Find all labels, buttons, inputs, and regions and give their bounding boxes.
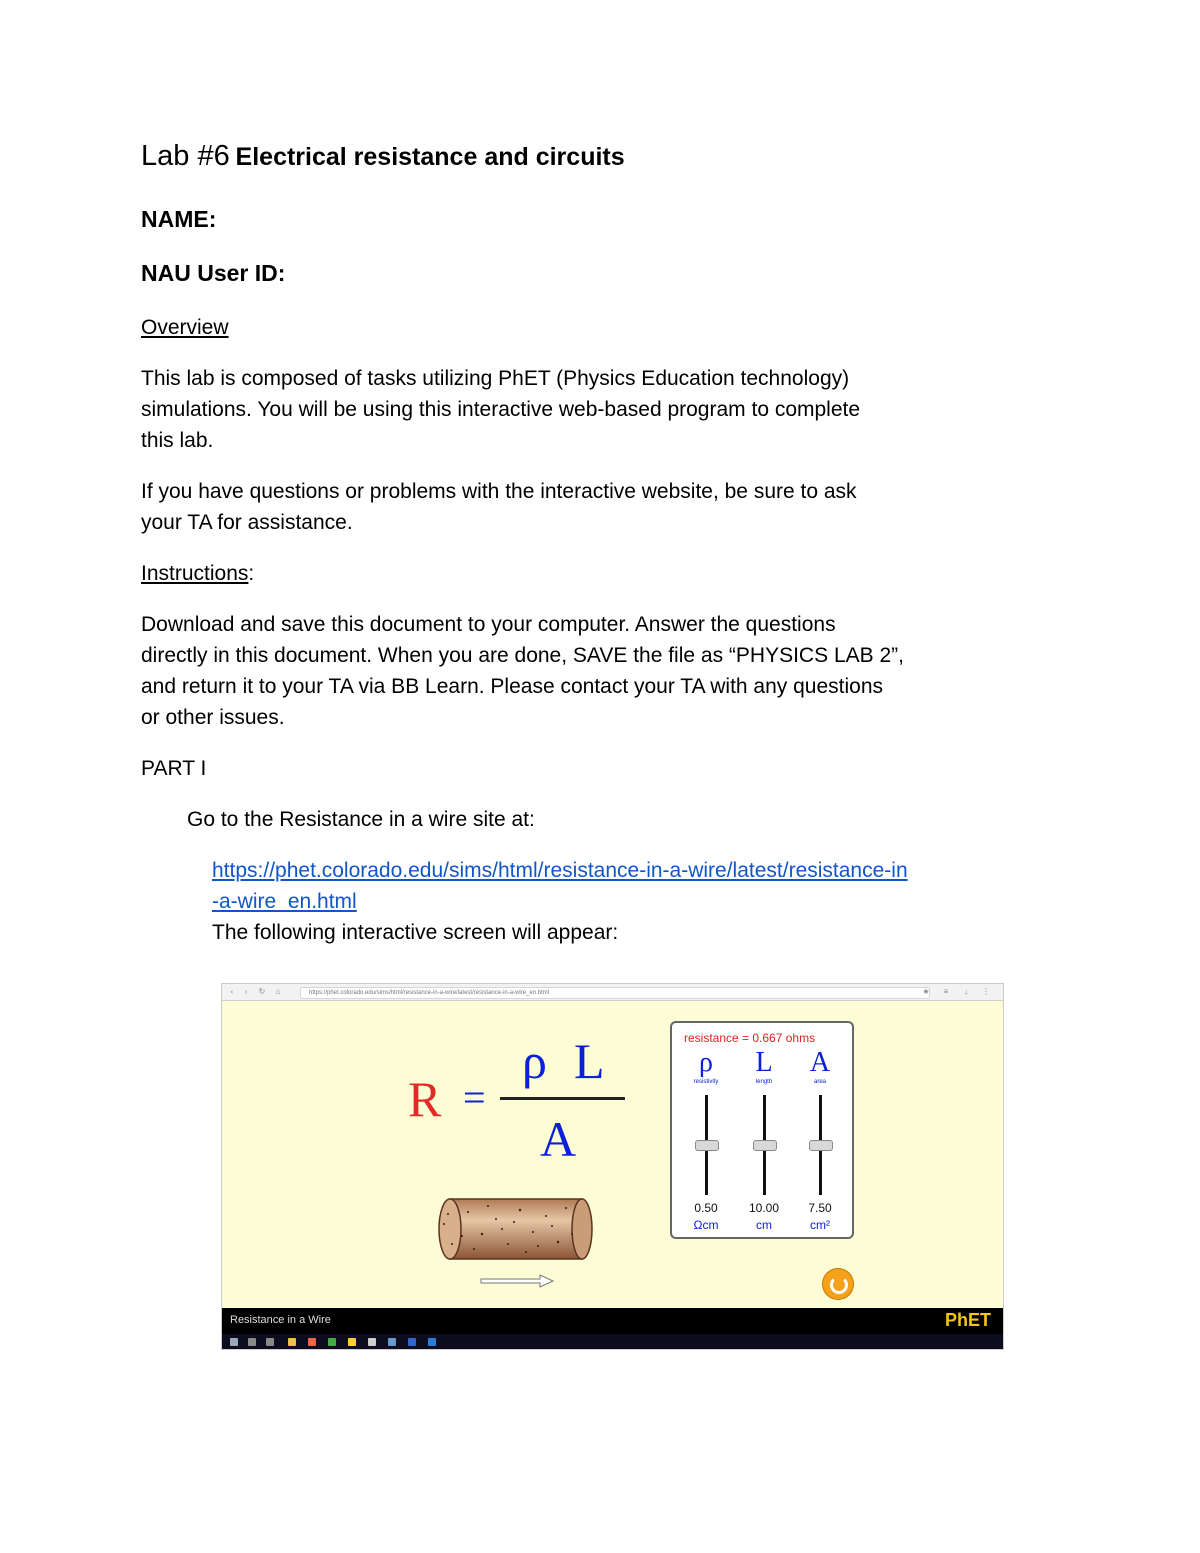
reload-icon: ↻ <box>258 987 266 996</box>
title-topic: Electrical resistance and circuits <box>235 143 625 171</box>
resistivity-unit: Ωcm <box>693 1218 719 1232</box>
resistivity-value: 0.50 <box>694 1201 718 1215</box>
overview-line-1: This lab is composed of tasks utilizing PhET (Physics Education technology) <box>141 367 850 390</box>
current-arrow-icon <box>480 1274 555 1288</box>
formula-fraction-bar <box>500 1097 625 1100</box>
area-unit: cm² <box>810 1218 830 1232</box>
simulation-screenshot <box>221 983 1004 1350</box>
area-label: area <box>813 1079 826 1085</box>
chrome-icon[interactable] <box>328 1338 336 1346</box>
forward-icon: › <box>244 987 248 996</box>
formula-rho: ρ <box>522 1033 547 1089</box>
questions-line-2: your TA for assistance. <box>141 511 353 534</box>
instructions-colon: : <box>248 562 255 585</box>
address-bar: https://phet.colorado.edu/sims/html/resistance-in-a-wire/latest/resistance-in-a-wire_en.html <box>300 987 930 999</box>
length-slider-thumb[interactable] <box>753 1140 777 1151</box>
instructions-line-4: or other issues. <box>141 706 285 729</box>
os-taskbar <box>222 1334 1003 1350</box>
length-symbol: L <box>755 1047 773 1078</box>
instructions-heading-text: Instructions <box>141 562 249 585</box>
folder-icon[interactable] <box>288 1338 296 1346</box>
browser-chrome <box>222 984 1003 1001</box>
phet-logo[interactable] <box>945 1310 991 1331</box>
resistivity-symbol: ρ <box>699 1047 713 1078</box>
reset-button[interactable] <box>823 1269 853 1299</box>
sim-title: Resistance in a Wire <box>230 1314 331 1326</box>
sim-navigation-bar <box>222 1308 1003 1334</box>
star-icon: ★ <box>922 987 930 996</box>
formula-equals: = <box>463 1075 486 1120</box>
area-value: 7.50 <box>808 1201 832 1215</box>
resistivity-slider-thumb[interactable] <box>695 1140 719 1151</box>
task-view-icon[interactable] <box>266 1338 274 1346</box>
phet-link-line-1[interactable]: https://phet.colorado.edu/sims/html/resistance-in-a-wire/latest/resistance-in <box>212 859 908 882</box>
phet-link-line-2[interactable]: -a-wire_en.html <box>212 890 357 913</box>
resistivity-label: resistivity <box>693 1079 719 1085</box>
instructions-line-1: Download and save this document to your computer. Answer the questions <box>141 613 836 636</box>
area-symbol: A <box>809 1047 831 1078</box>
firefox-icon[interactable] <box>308 1338 316 1346</box>
length-value: 10.00 <box>748 1201 780 1215</box>
user-id-label: NAU User ID: <box>141 260 286 286</box>
download-icon: ↓ <box>964 987 968 996</box>
app-icon-3[interactable] <box>388 1338 396 1346</box>
phet-brand-text: PhET <box>944 1310 991 1330</box>
menu-icon: ≡ <box>943 987 949 996</box>
formula-r: R <box>408 1071 442 1127</box>
appear-text: The following interactive screen will appear: <box>212 921 619 944</box>
formula-l: L <box>574 1033 605 1089</box>
goto-text: Go to the Resistance in a wire site at: <box>187 808 535 831</box>
resistance-readout: resistance = 0.667 ohms <box>684 1031 816 1045</box>
length-label: length <box>755 1079 773 1085</box>
formula-a: A <box>540 1111 577 1167</box>
document-title <box>141 141 625 174</box>
overview-line-3: this lab. <box>141 429 214 452</box>
search-icon[interactable] <box>248 1338 256 1346</box>
wire-icon <box>438 1194 593 1264</box>
title-lab-number: Lab #6 <box>141 140 230 172</box>
instructions-heading <box>141 558 254 589</box>
app-icon-2[interactable] <box>368 1338 376 1346</box>
resistance-control-panel <box>670 1021 854 1239</box>
part-heading: PART I <box>141 757 207 780</box>
instructions-line-2: directly in this document. When you are done, SAVE the file as “PHYSICS LAB 2”, <box>141 644 904 667</box>
app-icon-5[interactable] <box>428 1338 436 1346</box>
overview-line-2: simulations. You will be using this interactive web-based program to complete <box>141 398 861 421</box>
home-icon: ⌂ <box>275 987 281 996</box>
reset-icon <box>830 1276 848 1294</box>
settings-icon: ⋮ <box>982 987 990 996</box>
questions-line-1: If you have questions or problems with the interactive website, be sure to ask <box>141 480 857 503</box>
app-icon[interactable] <box>348 1338 356 1346</box>
start-icon[interactable] <box>230 1338 238 1346</box>
app-icon-4[interactable] <box>408 1338 416 1346</box>
area-slider-thumb[interactable] <box>809 1140 833 1151</box>
back-icon: ‹ <box>230 987 234 996</box>
instructions-line-3: and return it to your TA via BB Learn. Please contact your TA with any questions <box>141 675 884 698</box>
overview-heading: Overview <box>141 316 229 339</box>
name-label: NAME: <box>141 206 217 232</box>
length-unit: cm <box>756 1218 772 1232</box>
